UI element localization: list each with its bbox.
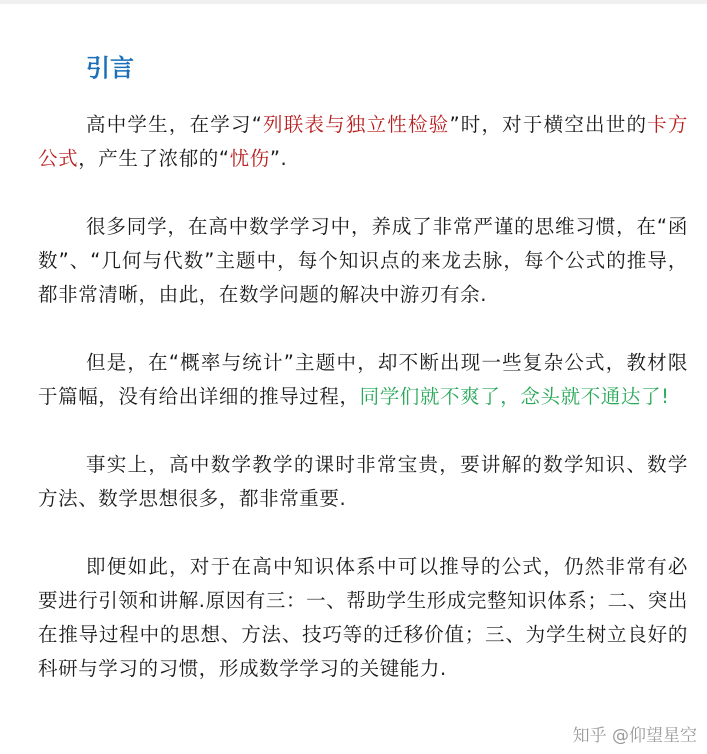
paragraph-2: 很多同学，在高中数学学习中，养成了非常严谨的思维习惯，在“函数”、“几何与代数”主题中，每个知识点的来龙去脉，每个公式的推导，都非常清晰，由此，在数学问题的解决中游刃有余. <box>38 215 688 306</box>
p1-text-g: ”. <box>269 147 288 170</box>
p1-highlight-topic: 列联表与独立性检验 <box>262 113 450 136</box>
p1-highlight-worry: 忧伤 <box>229 147 270 170</box>
paragraph-4: 事实上，高中数学教学的课时非常宝贵，要讲解的数学知识、数学方法、数学思想很多，都非常重要. <box>38 453 688 510</box>
paragraph-1 <box>38 108 688 176</box>
p1-text-e: ，产生了浓郁的“ <box>78 147 230 170</box>
p1-highlight-formula: 卡方公式 <box>38 113 688 170</box>
paragraph-3 <box>38 346 688 414</box>
section-heading: 引言 <box>86 54 134 82</box>
paragraph-5: 即便如此，对于在高中知识体系中可以推导的公式，仍然非常有必要进行引领和讲解.原因有三：一、帮助学生形成完整知识体系；二、突出在推导过程中的思想、方法、技巧等的迁移价值；三、为学生树立良好的科研与学习的习惯，形成数学学习的关键能力. <box>38 555 688 680</box>
zhihu-watermark: 知乎 @仰望星空 <box>572 726 697 746</box>
p3-text-a: 但是，在“概率与统计”主题中，却不断出现一些复杂公式，教材限于篇幅，没有给出详细的推导过程， <box>38 351 688 408</box>
p1-text-c: ”时，对于横空出世的 <box>449 113 648 136</box>
article-body <box>38 50 688 686</box>
p3-highlight-green: 同学们就不爽了，念头就不通达了! <box>359 385 670 408</box>
p1-text-a: 高中学生，在学习“ <box>86 113 263 136</box>
top-divider <box>0 0 707 4</box>
